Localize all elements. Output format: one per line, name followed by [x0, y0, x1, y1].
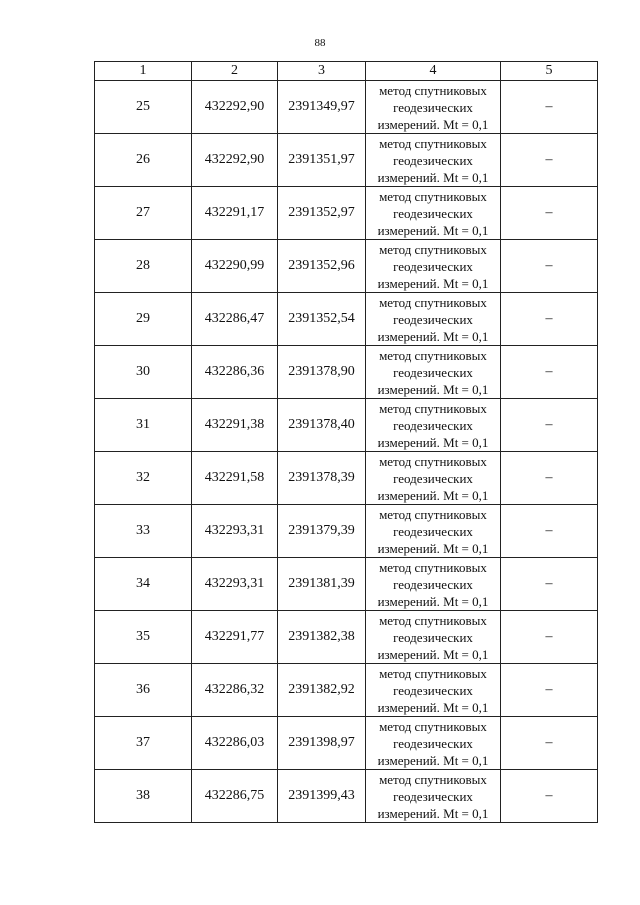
x-coordinate-cell: 432291,17: [192, 187, 278, 240]
method-line: геодезических: [393, 735, 473, 751]
y-coordinate-cell: 2391381,39: [278, 558, 366, 611]
point-number-cell: 35: [95, 611, 192, 664]
table-row: [95, 240, 598, 293]
point-number-cell: 29: [95, 293, 192, 346]
method-cell: [366, 134, 501, 187]
y-coordinate-cell: 2391382,92: [278, 664, 366, 717]
table-row: [95, 717, 598, 770]
col5-cell: –: [501, 134, 598, 187]
method-cell: [366, 399, 501, 452]
page-number: 88: [314, 37, 326, 49]
col5-cell: –: [501, 505, 598, 558]
method-line: метод спутниковых: [379, 612, 487, 628]
method-cell: [366, 770, 501, 823]
col5-cell: –: [501, 346, 598, 399]
point-number-cell: 26: [95, 134, 192, 187]
x-coordinate-cell: 432292,90: [192, 134, 278, 187]
y-coordinate-cell: 2391378,39: [278, 452, 366, 505]
method-line: геодезических: [393, 417, 473, 433]
method-line: геодезических: [393, 99, 473, 115]
method-cell: [366, 293, 501, 346]
point-number-cell: 38: [95, 770, 192, 823]
method-line: измерений. Mt = 0,1: [377, 593, 489, 609]
x-coordinate-cell: 432286,36: [192, 346, 278, 399]
header-col-1: 1: [95, 62, 192, 81]
y-coordinate-cell: 2391378,90: [278, 346, 366, 399]
table-row: [95, 770, 598, 823]
col5-cell: –: [501, 240, 598, 293]
point-number-cell: 34: [95, 558, 192, 611]
method-line: метод спутниковых: [379, 771, 487, 787]
method-cell: [366, 505, 501, 558]
method-line: геодезических: [393, 205, 473, 221]
table-row: [95, 558, 598, 611]
method-line: измерений. Mt = 0,1: [377, 275, 489, 291]
col5-cell: –: [501, 611, 598, 664]
method-line: метод спутниковых: [379, 188, 487, 204]
x-coordinate-cell: 432293,31: [192, 558, 278, 611]
table-row: [95, 293, 598, 346]
method-line: метод спутниковых: [379, 400, 487, 416]
y-coordinate-cell: 2391352,97: [278, 187, 366, 240]
table-row: [95, 81, 598, 134]
col5-cell: –: [501, 664, 598, 717]
method-line: геодезических: [393, 152, 473, 168]
method-cell: [366, 611, 501, 664]
method-cell: [366, 81, 501, 134]
method-line: метод спутниковых: [379, 241, 487, 257]
table-body: [95, 81, 598, 823]
method-line: измерений. Mt = 0,1: [377, 699, 489, 715]
x-coordinate-cell: 432286,03: [192, 717, 278, 770]
table-row: [95, 452, 598, 505]
x-coordinate-cell: 432286,32: [192, 664, 278, 717]
method-cell: [366, 664, 501, 717]
method-line: метод спутниковых: [379, 718, 487, 734]
point-number-cell: 25: [95, 81, 192, 134]
method-line: измерений. Mt = 0,1: [377, 805, 489, 821]
header-col-4: 4: [366, 62, 501, 81]
x-coordinate-cell: 432290,99: [192, 240, 278, 293]
x-coordinate-cell: 432291,38: [192, 399, 278, 452]
col5-cell: –: [501, 717, 598, 770]
method-line: измерений. Mt = 0,1: [377, 328, 489, 344]
table-row: [95, 611, 598, 664]
point-number-cell: 36: [95, 664, 192, 717]
y-coordinate-cell: 2391378,40: [278, 399, 366, 452]
method-line: метод спутниковых: [379, 453, 487, 469]
y-coordinate-cell: 2391349,97: [278, 81, 366, 134]
col5-cell: –: [501, 399, 598, 452]
y-coordinate-cell: 2391379,39: [278, 505, 366, 558]
method-cell: [366, 187, 501, 240]
coordinates-table: [94, 61, 598, 823]
table-row: [95, 134, 598, 187]
point-number-cell: 31: [95, 399, 192, 452]
col5-cell: –: [501, 770, 598, 823]
method-line: метод спутниковых: [379, 135, 487, 151]
y-coordinate-cell: 2391398,97: [278, 717, 366, 770]
y-coordinate-cell: 2391351,97: [278, 134, 366, 187]
header-col-5: 5: [501, 62, 598, 81]
y-coordinate-cell: 2391399,43: [278, 770, 366, 823]
method-cell: [366, 346, 501, 399]
x-coordinate-cell: 432286,75: [192, 770, 278, 823]
method-line: метод спутниковых: [379, 82, 487, 98]
method-line: измерений. Mt = 0,1: [377, 381, 489, 397]
table-row: [95, 346, 598, 399]
method-line: измерений. Mt = 0,1: [377, 434, 489, 450]
header-col-3: 3: [278, 62, 366, 81]
x-coordinate-cell: 432293,31: [192, 505, 278, 558]
method-line: метод спутниковых: [379, 559, 487, 575]
table-row: [95, 505, 598, 558]
table-row: [95, 187, 598, 240]
method-line: измерений. Mt = 0,1: [377, 752, 489, 768]
y-coordinate-cell: 2391352,96: [278, 240, 366, 293]
method-line: метод спутниковых: [379, 506, 487, 522]
point-number-cell: 28: [95, 240, 192, 293]
point-number-cell: 30: [95, 346, 192, 399]
col5-cell: –: [501, 293, 598, 346]
col5-cell: –: [501, 81, 598, 134]
method-line: геодезических: [393, 788, 473, 804]
method-line: измерений. Mt = 0,1: [377, 116, 489, 132]
method-line: метод спутниковых: [379, 665, 487, 681]
x-coordinate-cell: 432292,90: [192, 81, 278, 134]
method-line: измерений. Mt = 0,1: [377, 487, 489, 503]
method-cell: [366, 717, 501, 770]
point-number-cell: 32: [95, 452, 192, 505]
col5-cell: –: [501, 558, 598, 611]
method-cell: [366, 452, 501, 505]
point-number-cell: 27: [95, 187, 192, 240]
table-header-row: [95, 62, 598, 81]
x-coordinate-cell: 432291,58: [192, 452, 278, 505]
method-line: геодезических: [393, 258, 473, 274]
table-row: [95, 399, 598, 452]
method-line: геодезических: [393, 576, 473, 592]
method-line: измерений. Mt = 0,1: [377, 540, 489, 556]
method-line: геодезических: [393, 629, 473, 645]
col5-cell: –: [501, 452, 598, 505]
y-coordinate-cell: 2391352,54: [278, 293, 366, 346]
header-col-2: 2: [192, 62, 278, 81]
method-line: геодезических: [393, 470, 473, 486]
method-line: геодезических: [393, 311, 473, 327]
method-line: метод спутниковых: [379, 294, 487, 310]
method-line: геодезических: [393, 364, 473, 380]
col5-cell: –: [501, 187, 598, 240]
table-row: [95, 664, 598, 717]
method-line: измерений. Mt = 0,1: [377, 169, 489, 185]
point-number-cell: 33: [95, 505, 192, 558]
method-cell: [366, 558, 501, 611]
y-coordinate-cell: 2391382,38: [278, 611, 366, 664]
x-coordinate-cell: 432291,77: [192, 611, 278, 664]
method-line: геодезических: [393, 523, 473, 539]
point-number-cell: 37: [95, 717, 192, 770]
method-cell: [366, 240, 501, 293]
method-line: геодезических: [393, 682, 473, 698]
x-coordinate-cell: 432286,47: [192, 293, 278, 346]
method-line: метод спутниковых: [379, 347, 487, 363]
method-line: измерений. Mt = 0,1: [377, 646, 489, 662]
method-line: измерений. Mt = 0,1: [377, 222, 489, 238]
